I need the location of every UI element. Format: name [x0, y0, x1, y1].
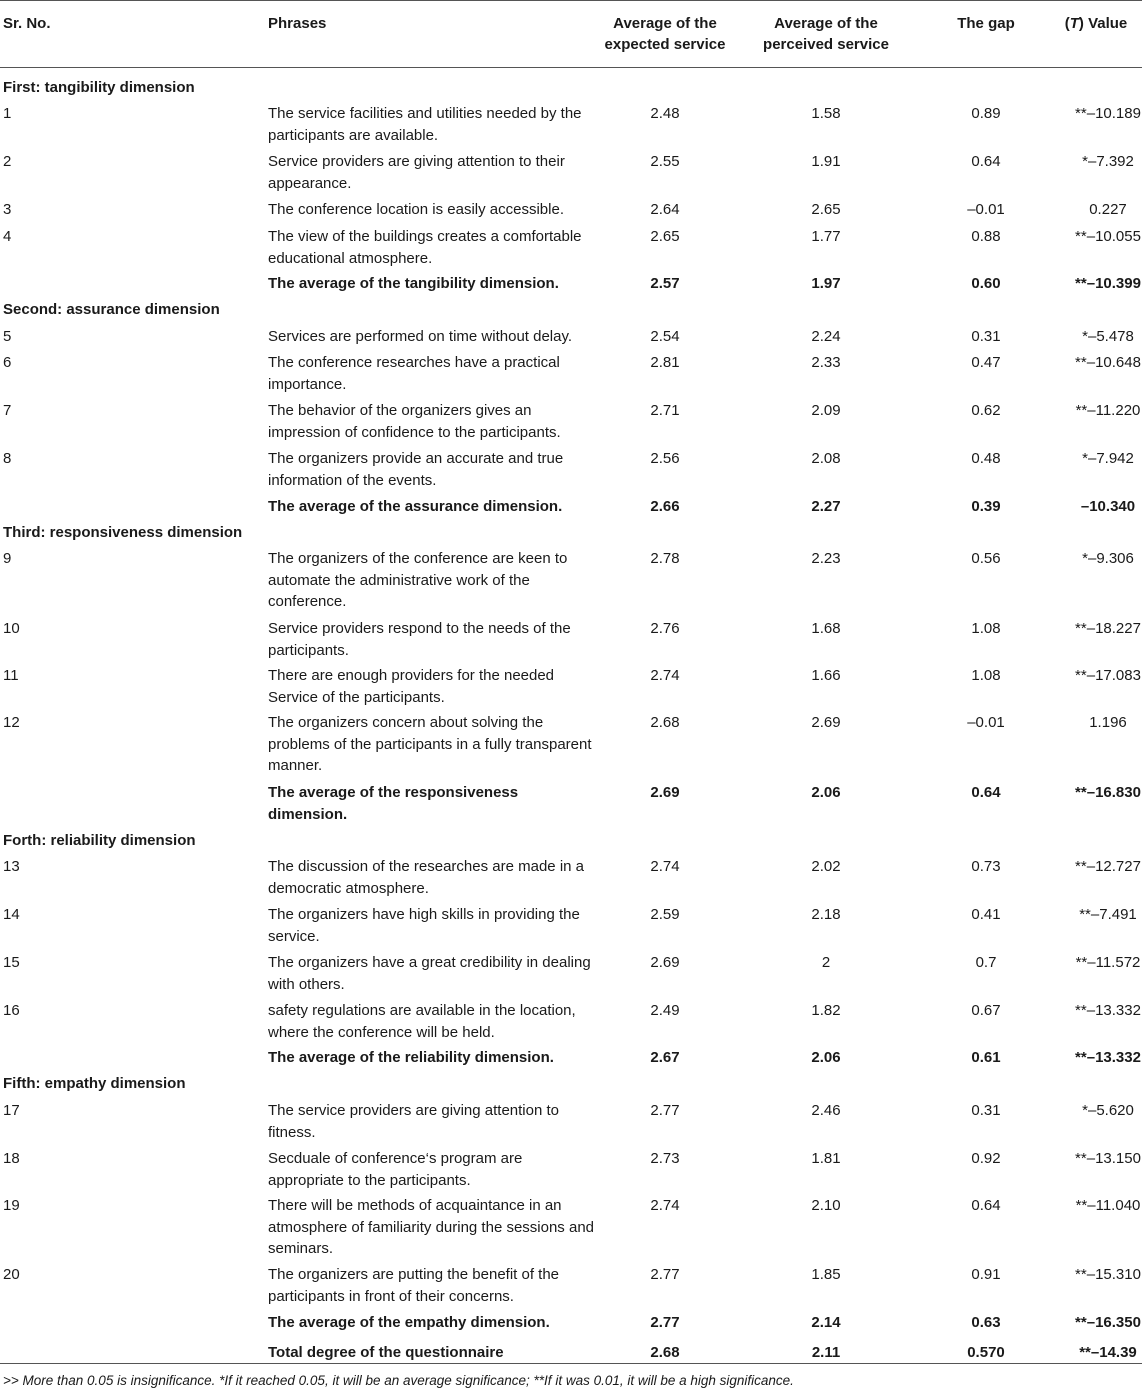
phrase-cell: There are enough providers for the needed Service of the participants. [268, 667, 555, 706]
phrase-cell: Service providers respond to the needs of the participants. [268, 620, 571, 659]
sr-no-cell: 15 [3, 954, 20, 971]
perceived-cell: 1.77 [811, 228, 841, 245]
expected-cell: 2.57 [650, 275, 680, 292]
phrase-cell: The organizers provide an accurate and true information of the events. [268, 450, 564, 489]
phrase-cell: Service providers are giving attention to their appearance. [268, 153, 565, 192]
perceived-cell: 1.85 [811, 1266, 841, 1283]
phrase-cell: There will be methods of acquaintance in an atmosphere of familiarity during the sessions and seminars. [268, 1197, 595, 1257]
gap-cell: 0.61 [971, 1049, 1001, 1066]
gap-cell: 0.88 [971, 228, 1001, 245]
phrase-cell: The view of the buildings creates a comfortable educational atmosphere. [268, 228, 582, 267]
phrase-cell: The average of the tangibility dimension. [268, 275, 559, 292]
sr-no-cell: 8 [3, 450, 12, 467]
perceived-cell: 2.23 [811, 550, 841, 567]
phrase-cell: The discussion of the researches are made in a democratic atmosphere. [268, 858, 585, 897]
t-value-cell: **–11.220 [1075, 402, 1141, 419]
sr-no-cell: 19 [3, 1197, 20, 1214]
t-value-cell: **–14.39 [1079, 1344, 1137, 1361]
expected-cell: 2.49 [650, 1002, 680, 1019]
perceived-cell: 2.02 [811, 858, 841, 875]
sr-no-cell: 12 [3, 714, 20, 731]
t-value-cell: **–10.648 [1075, 354, 1141, 371]
phrase-cell: The service facilities and utilities needed by the participants are available. [268, 105, 582, 144]
expected-cell: 2.77 [650, 1314, 680, 1331]
expected-cell: 2.74 [650, 1197, 680, 1214]
t-value-cell: *–5.478 [1082, 328, 1134, 345]
t-value-cell: **–13.150 [1075, 1150, 1141, 1167]
section-label: Forth: reliability dimension [3, 832, 196, 849]
perceived-cell: 2 [821, 954, 831, 971]
t-value-cell: **–13.332 [1075, 1049, 1141, 1066]
expected-cell: 2.64 [650, 201, 680, 218]
phrase-cell: The average of the empathy dimension. [268, 1314, 550, 1331]
phrase-cell: The average of the reliability dimension. [268, 1049, 554, 1066]
t-value-cell: *–7.392 [1082, 153, 1134, 170]
header-expected: Average of the expected service [604, 15, 726, 53]
gap-cell: 0.73 [971, 858, 1001, 875]
sr-no-cell: 6 [3, 354, 12, 371]
phrase-cell: Total degree of the questionnaire [268, 1344, 504, 1361]
gap-cell: 0.67 [971, 1002, 1001, 1019]
section-label: Third: responsiveness dimension [3, 524, 243, 541]
gap-cell: 0.31 [971, 328, 1001, 345]
t-value-cell: **–7.491 [1079, 906, 1137, 923]
expected-cell: 2.76 [650, 620, 680, 637]
sr-no-cell: 4 [3, 228, 12, 245]
expected-cell: 2.59 [650, 906, 680, 923]
t-value-cell: *–5.620 [1082, 1102, 1134, 1119]
expected-cell: 2.71 [650, 402, 680, 419]
sr-no-cell: 9 [3, 550, 12, 567]
sr-no-cell: 3 [3, 201, 12, 218]
perceived-cell: 2.06 [811, 1049, 841, 1066]
perceived-cell: 1.97 [811, 275, 841, 292]
gap-cell: 0.92 [971, 1150, 1001, 1167]
sr-no-cell: 20 [3, 1266, 20, 1283]
perceived-cell: 2.18 [811, 906, 841, 923]
header-sr-no: Sr. No. [3, 15, 51, 32]
perceived-cell: 1.91 [811, 153, 841, 170]
gap-cell: 0.60 [971, 275, 1001, 292]
expected-cell: 2.74 [650, 858, 680, 875]
gap-cell: 0.63 [971, 1314, 1001, 1331]
perceived-cell: 2.14 [811, 1314, 841, 1331]
sr-no-cell: 14 [3, 906, 20, 923]
perceived-cell: 2.08 [811, 450, 841, 467]
expected-cell: 2.74 [650, 667, 680, 684]
gap-cell: 0.91 [971, 1266, 1001, 1283]
expected-cell: 2.67 [650, 1049, 680, 1066]
perceived-cell: 2.46 [811, 1102, 841, 1119]
phrase-cell: Services are performed on time without delay. [268, 328, 573, 345]
t-value-cell: **–10.189 [1075, 105, 1141, 122]
expected-cell: 2.68 [650, 1344, 680, 1361]
expected-cell: 2.73 [650, 1150, 680, 1167]
expected-cell: 2.48 [650, 105, 680, 122]
expected-cell: 2.68 [650, 714, 680, 731]
expected-cell: 2.69 [650, 954, 680, 971]
sr-no-cell: 7 [3, 402, 12, 419]
phrase-cell: The average of the responsiveness dimension. [268, 784, 519, 823]
sr-no-cell: 5 [3, 328, 12, 345]
gap-cell: 0.570 [967, 1344, 1005, 1361]
sr-no-cell: 17 [3, 1102, 20, 1119]
gap-cell: 0.89 [971, 105, 1001, 122]
phrase-cell: Secduale of conference‘s program are appropriate to the participants. [268, 1150, 523, 1189]
t-value-cell: **–16.350 [1075, 1314, 1141, 1331]
perceived-cell: 2.09 [811, 402, 841, 419]
sr-no-cell: 2 [3, 153, 12, 170]
header-phrases: Phrases [268, 15, 327, 32]
perceived-cell: 2.10 [811, 1197, 841, 1214]
perceived-cell: 2.11 [811, 1344, 841, 1361]
phrase-cell: The conference researches have a practical importance. [268, 354, 560, 393]
phrase-cell: The organizers have a great credibility in dealing with others. [268, 954, 591, 993]
gap-cell: 0.56 [971, 550, 1001, 567]
header-t-value: (T) Value [1064, 15, 1128, 32]
perceived-cell: 1.58 [811, 105, 841, 122]
phrase-cell: The organizers have high skills in providing the service. [268, 906, 580, 945]
t-value-cell: **–12.727 [1075, 858, 1141, 875]
gap-cell: –0.01 [967, 201, 1005, 218]
perceived-cell: 1.82 [811, 1002, 841, 1019]
perceived-cell: 2.69 [811, 714, 841, 731]
perceived-cell: 2.33 [811, 354, 841, 371]
gap-cell: –0.01 [967, 714, 1005, 731]
header-gap: The gap [957, 15, 1015, 32]
sr-no-cell: 1 [3, 105, 12, 122]
gap-cell: 0.64 [971, 784, 1001, 801]
sr-no-cell: 16 [3, 1002, 20, 1019]
phrase-cell: The service providers are giving attention to fitness. [268, 1102, 559, 1141]
t-value-cell: 1.196 [1089, 714, 1127, 731]
phrase-cell: The organizers concern about solving the problems of the participants in a fully transparent manner. [268, 714, 592, 774]
t-value-cell: **–16.830 [1075, 784, 1141, 801]
section-label: Second: assurance dimension [3, 301, 220, 318]
t-value-cell: –10.340 [1080, 498, 1136, 515]
expected-cell: 2.81 [650, 354, 680, 371]
header-perceived: Average of the perceived service [763, 15, 889, 53]
gap-cell: 0.62 [971, 402, 1001, 419]
perceived-cell: 2.65 [811, 201, 841, 218]
gap-cell: 0.64 [971, 153, 1001, 170]
gap-cell: 0.39 [971, 498, 1001, 515]
sr-no-cell: 11 [3, 667, 19, 684]
gap-cell: 1.08 [971, 667, 1001, 684]
expected-cell: 2.69 [650, 784, 680, 801]
phrase-cell: safety regulations are available in the location, where the conference will be held. [268, 1002, 576, 1041]
perceived-cell: 1.66 [811, 667, 841, 684]
phrase-cell: The organizers of the conference are keen to automate the administrative work of the conference. [268, 550, 568, 610]
phrase-cell: The behavior of the organizers gives an impression of confidence to the participants. [268, 402, 561, 441]
t-value-cell: *–7.942 [1082, 450, 1134, 467]
t-value-cell: **–10.399 [1075, 275, 1141, 292]
expected-cell: 2.66 [650, 498, 680, 515]
footnote: >> More than 0.05 is insignificance. *If it reached 0.05, it will be an average significance; **If it was 0.01, it will be a high significance. [3, 1373, 794, 1388]
perceived-cell: 2.06 [811, 784, 841, 801]
table-bottom-rule [0, 1363, 1142, 1364]
phrase-cell: The organizers are putting the benefit of the participants in front of their concerns. [268, 1266, 560, 1305]
phrase-cell: The conference location is easily accessible. [268, 201, 564, 218]
t-value-cell: **–15.310 [1075, 1266, 1141, 1283]
section-label: First: tangibility dimension [3, 79, 195, 96]
gap-cell: 0.48 [971, 450, 1001, 467]
perceived-cell: 1.81 [811, 1150, 841, 1167]
phrase-cell: The average of the assurance dimension. [268, 498, 563, 515]
expected-cell: 2.65 [650, 228, 680, 245]
expected-cell: 2.77 [650, 1102, 680, 1119]
gap-cell: 0.31 [971, 1102, 1001, 1119]
expected-cell: 2.77 [650, 1266, 680, 1283]
sr-no-cell: 10 [3, 620, 20, 637]
gap-cell: 0.64 [971, 1197, 1001, 1214]
perceived-cell: 2.24 [811, 328, 841, 345]
t-value-cell: **–13.332 [1075, 1002, 1141, 1019]
t-value-cell: **–11.040 [1075, 1197, 1141, 1214]
t-value-cell: **–17.083 [1075, 667, 1141, 684]
gap-cell: 0.47 [971, 354, 1001, 371]
gap-cell: 0.41 [971, 906, 1001, 923]
perceived-cell: 2.27 [811, 498, 841, 515]
table-header [0, 0, 1142, 68]
gap-cell: 1.08 [971, 620, 1001, 637]
expected-cell: 2.56 [650, 450, 680, 467]
sr-no-cell: 13 [3, 858, 20, 875]
expected-cell: 2.55 [650, 153, 680, 170]
t-value-cell: *–9.306 [1082, 550, 1134, 567]
gap-cell: 0.7 [975, 954, 997, 971]
section-label: Fifth: empathy dimension [3, 1075, 186, 1092]
sr-no-cell: 18 [3, 1150, 20, 1167]
t-value-cell: 0.227 [1089, 201, 1127, 218]
expected-cell: 2.78 [650, 550, 680, 567]
t-value-cell: **–10.055 [1075, 228, 1141, 245]
expected-cell: 2.54 [650, 328, 680, 345]
perceived-cell: 1.68 [811, 620, 841, 637]
t-value-cell: **–18.227 [1075, 620, 1141, 637]
t-value-cell: **–11.572 [1075, 954, 1141, 971]
